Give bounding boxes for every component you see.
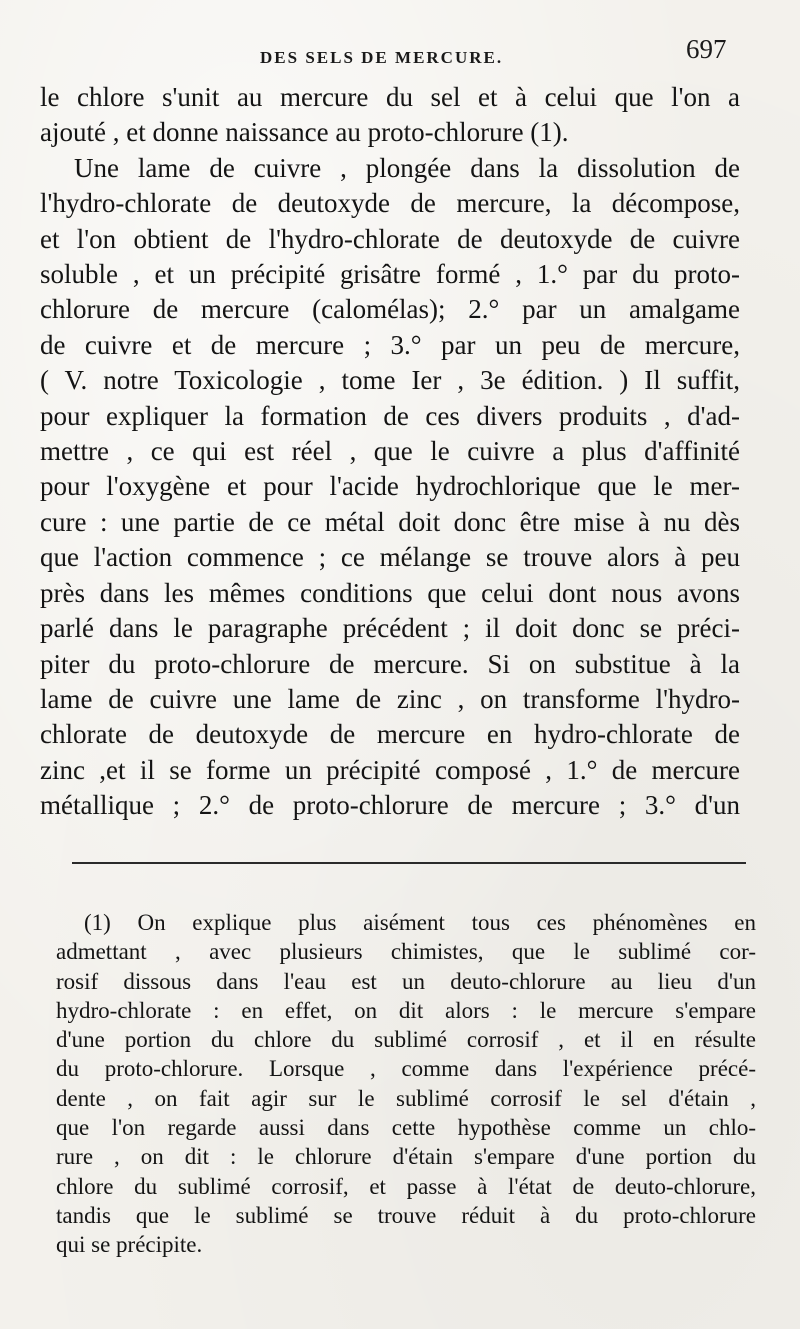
text-line: parlé dans le paragraphe précédent ; il doit donc se préci-: [40, 613, 740, 644]
footnote-line: admettant , avec plusieurs chimistes, que le sublimé cor-: [56, 939, 756, 965]
footnote-line: rure , on dit : le chlorure d'étain s'empare d'une portion du: [56, 1144, 756, 1170]
text-line: l'hydro-chlorate de deutoxyde de mercure, la décompose,: [40, 188, 740, 219]
footnote-divider: [72, 862, 746, 864]
footnote-line: rosif dissous dans l'eau est un deuto-chlorure au lieu d'un: [56, 968, 756, 994]
text-line: cure : une partie de ce métal doit donc être mise à nu dès: [40, 506, 740, 537]
text-line: soluble , et un précipité grisâtre formé , 1.° par du proto-: [40, 259, 740, 290]
text-line: piter du proto-chlorure de mercure. Si on substitue à la: [40, 648, 740, 679]
footnote-line: (1) On explique plus aisément tous ces phénomènes en: [84, 910, 756, 935]
text-line: Une lame de cuivre , plongée dans la dissolution de: [74, 152, 740, 183]
text-line: mettre , ce qui est réel , que le cuivre a plus d'affinité: [40, 436, 740, 467]
footnote-line: dente , on fait agir sur le sublimé corrosif le sel d'étain ,: [56, 1085, 756, 1111]
text-line: de cuivre et de mercure ; 3.° par un peu de mercure,: [40, 329, 740, 360]
footnote-line: que l'on regarde aussi dans cette hypothèse comme un chlo-: [56, 1115, 756, 1141]
running-title: DES SELS DE MERCURE.: [260, 48, 504, 67]
footnote: [56, 908, 756, 1260]
text-line: métallique ; 2.° de proto-chlorure de mercure ; 3.° d'un: [40, 790, 740, 821]
page-number: 697: [686, 34, 727, 64]
text-line: chlorure de mercure (calomélas); 2.° par un amalgame: [40, 294, 740, 325]
text-line: chlorate de deutoxyde de mercure en hydro-chlorate de: [40, 719, 740, 750]
main-text: [40, 80, 740, 824]
footnote-line: d'une portion du chlore du sublimé corrosif , et il en résulte: [56, 1027, 756, 1053]
footnote-line: hydro-chlorate : en effet, on dit alors : le mercure s'empare: [56, 997, 756, 1023]
footnote-line: du proto-chlorure. Lorsque , comme dans l'expérience précé-: [56, 1056, 756, 1082]
text-line: ajouté , et donne naissance au proto-chlorure (1).: [40, 117, 569, 148]
text-line: pour l'oxygène et pour l'acide hydrochlorique que le mer-: [40, 471, 740, 502]
text-line: ( V. notre Toxicologie , tome Ier , 3e édition. ) Il suffit,: [40, 365, 740, 396]
footnote-line: qui se précipite.: [56, 1232, 203, 1258]
text-line: zinc ,et il se forme un précipité composé , 1.° de mercure: [40, 754, 740, 785]
text-line: que l'action commence ; ce mélange se trouve alors à peu: [40, 542, 740, 573]
text-line: pour expliquer la formation de ces divers produits , d'ad-: [40, 400, 740, 431]
text-line: le chlore s'unit au mercure du sel et à celui que l'on a: [40, 82, 740, 112]
text-line: lame de cuivre une lame de zinc , on transforme l'hydro-: [40, 683, 740, 714]
footnote-line: tandis que le sublimé se trouve réduit à du proto-chlorure: [56, 1202, 756, 1228]
footnote-line: chlore du sublimé corrosif, et passe à l'état de deuto-chlorure,: [56, 1173, 756, 1199]
text-line: et l'on obtient de l'hydro-chlorate de deutoxyde de cuivre: [40, 223, 740, 254]
text-line: près dans les mêmes conditions que celui dont nous avons: [40, 577, 740, 608]
